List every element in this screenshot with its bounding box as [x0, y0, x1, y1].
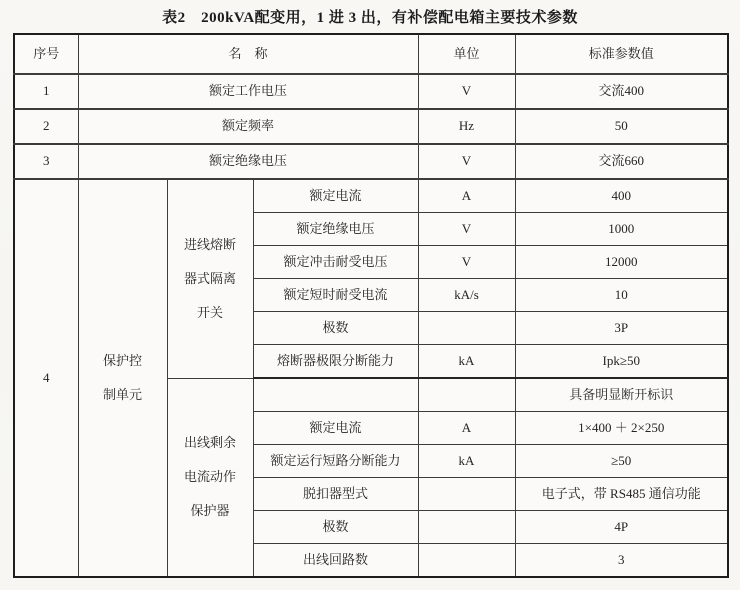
cell-row-number: 2: [14, 109, 78, 144]
table-row: [14, 109, 728, 144]
cell-value: 12000: [515, 246, 728, 279]
cell-value: ≥50: [515, 445, 728, 478]
cell-unit: [418, 378, 515, 412]
cell-value: 电子式，带 RS485 通信功能: [515, 478, 728, 511]
cell-unit: [418, 478, 515, 511]
cell-unit: V: [418, 213, 515, 246]
spec-table: [13, 33, 729, 578]
cell-name: 额定绝缘电压: [78, 144, 418, 179]
header-unit: 单位: [418, 34, 515, 74]
cell-value: 400: [515, 179, 728, 213]
cell-row-number: 3: [14, 144, 78, 179]
cell-name: 出线回路数: [253, 544, 418, 578]
cell-unit: V: [418, 246, 515, 279]
cell-name: 额定电流: [253, 412, 418, 445]
cell-value: 交流400: [515, 74, 728, 109]
cell-row-number: 4: [14, 179, 78, 577]
cell-name: 极数: [253, 312, 418, 345]
cell-name: 额定频率: [78, 109, 418, 144]
cell-group-outgoing: [167, 378, 253, 577]
cell-name: 额定冲击耐受电压: [253, 246, 418, 279]
cell-value: 3P: [515, 312, 728, 345]
cell-name: 熔断器极限分断能力: [253, 345, 418, 379]
cell-name: 额定运行短路分断能力: [253, 445, 418, 478]
cell-group-incoming: [167, 179, 253, 378]
header-name: 名 称: [78, 34, 418, 74]
cell-unit: [418, 312, 515, 345]
cell-unit: [418, 511, 515, 544]
cell-unit: V: [418, 74, 515, 109]
cell-unit: kA/s: [418, 279, 515, 312]
cell-name: 极数: [253, 511, 418, 544]
table-row: [14, 144, 728, 179]
cell-value: 交流660: [515, 144, 728, 179]
cell-name: [253, 378, 418, 412]
category-label: 保护控制单元: [102, 353, 142, 402]
cell-value: 1×400 ＋ 2×250: [515, 412, 728, 445]
cell-value: Ipk≥50: [515, 345, 728, 379]
cell-name: 脱扣器型式: [253, 478, 418, 511]
cell-name: 额定绝缘电压: [253, 213, 418, 246]
table-row: [14, 179, 728, 213]
cell-name: 额定电流: [253, 179, 418, 213]
cell-category: [78, 179, 167, 577]
table-title: 表2 200kVA配变用，1 进 3 出，有补偿配电箱主要技术参数: [162, 10, 578, 26]
cell-value: 具备明显断开标识: [515, 378, 728, 412]
cell-name: 额定短时耐受电流: [253, 279, 418, 312]
cell-unit: V: [418, 144, 515, 179]
cell-name: 额定工作电压: [78, 74, 418, 109]
cell-value: 3: [515, 544, 728, 578]
group-incoming-label: 进线熔断器式隔离开关: [183, 236, 236, 320]
header-no: 序号: [14, 34, 78, 74]
cell-unit: A: [418, 412, 515, 445]
cell-row-number: 1: [14, 74, 78, 109]
cell-value: 1000: [515, 213, 728, 246]
cell-value: 50: [515, 109, 728, 144]
cell-unit: A: [418, 179, 515, 213]
cell-unit: kA: [418, 445, 515, 478]
cell-unit: Hz: [418, 109, 515, 144]
cell-unit: [418, 544, 515, 578]
group-outgoing-label: 出线剩余电流动作保护器: [183, 435, 236, 519]
table-row: [14, 74, 728, 109]
cell-value: 4P: [515, 511, 728, 544]
cell-value: 10: [515, 279, 728, 312]
header-value: 标准参数值: [515, 34, 728, 74]
header-row: [14, 34, 728, 74]
cell-unit: kA: [418, 345, 515, 379]
